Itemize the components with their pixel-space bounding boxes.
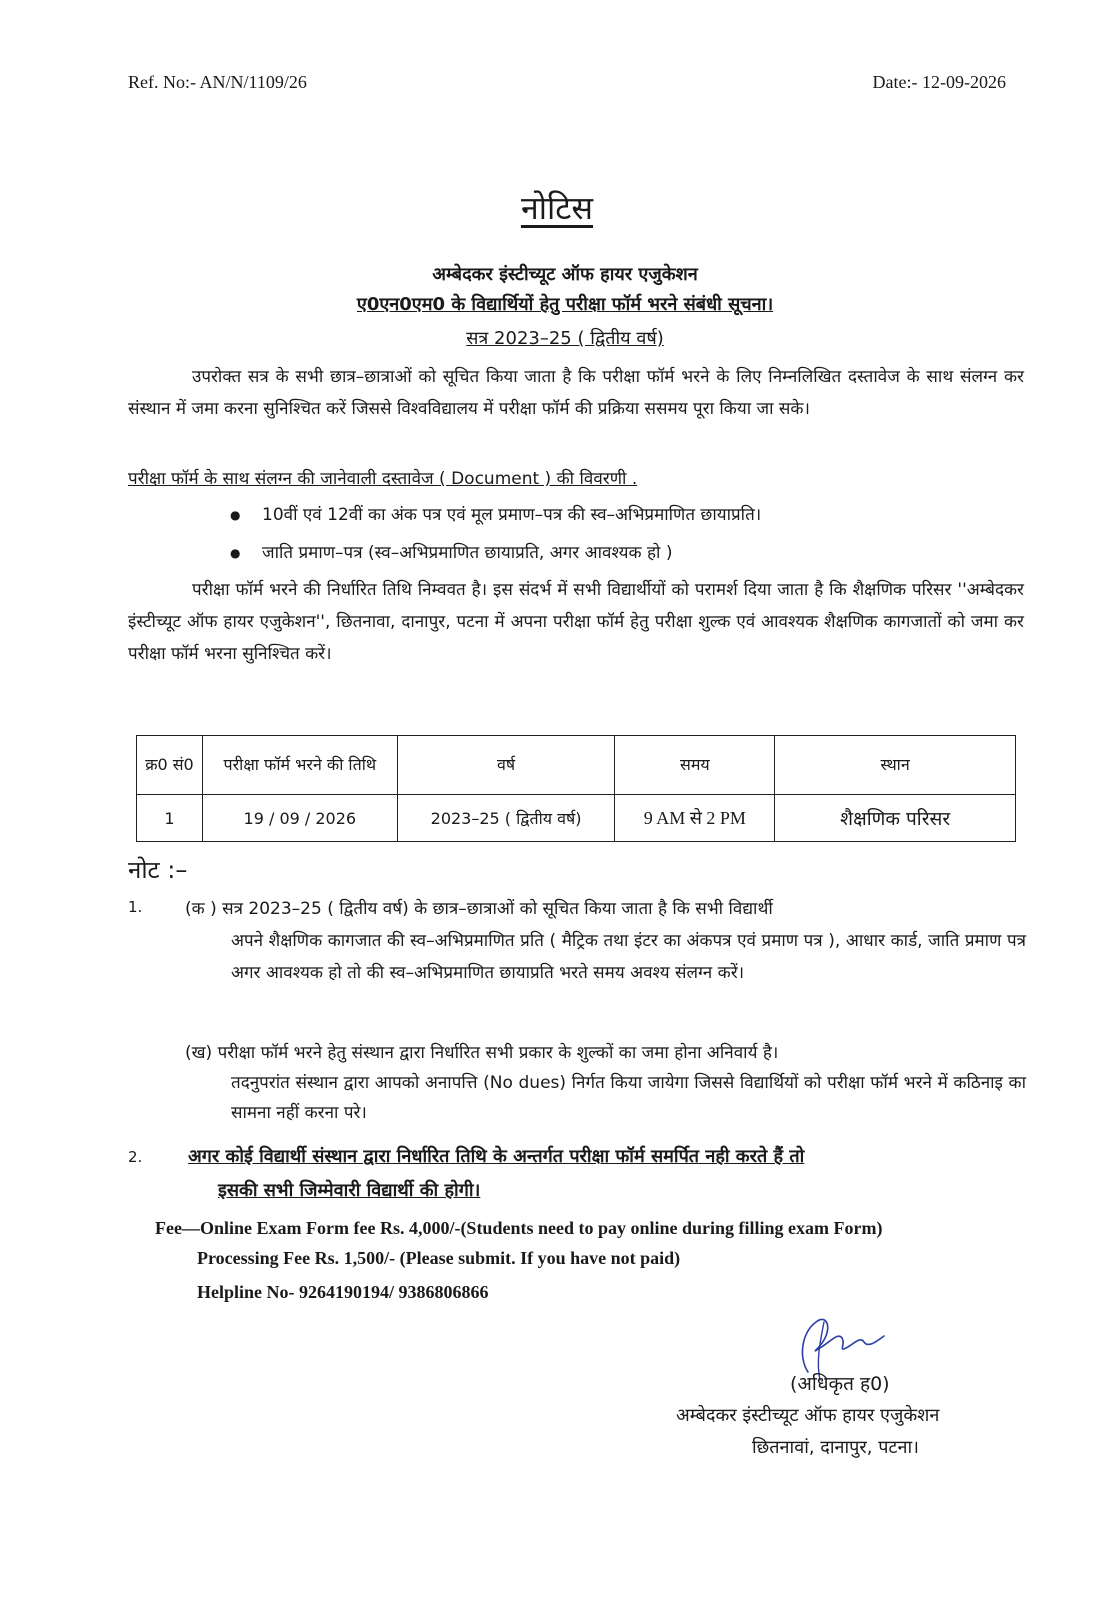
- note-2-number: 2.: [128, 1148, 143, 1166]
- header-year: वर्ष: [397, 736, 615, 795]
- signatory-address: छितनावां, दानापुर, पटना।: [752, 1437, 919, 1458]
- header-serial: क्र0 सं0: [137, 736, 203, 795]
- notice-date: Date:- 12-09-2026: [872, 72, 1006, 92]
- cell-place: शैक्षणिक परिसर: [775, 795, 1016, 842]
- list-item: ● जाति प्रमाण–पत्र (स्व–अभिप्रमाणित छायाप्रति, अगर आवश्यक हो ): [230, 536, 761, 574]
- note-1b-label: (ख): [185, 1043, 213, 1063]
- header-time: समय: [615, 736, 775, 795]
- reference-number: Ref. No:- AN/N/1109/26: [128, 72, 307, 92]
- note-1a-continuation: अपने शैक्षणिक कागजात की स्व–अभिप्रमाणित प्रति ( मैट्रिक तथा इंटर का अंकपत्र एवं प्रमाण पत्र ), आधार कार्ड, जाति प्रमाण पत्र अगर आवश्यक हो तो की स्व–अभिप्रमाणित छायाप्रति भरते समय अवश्य संलग्न करें।: [231, 931, 1026, 983]
- note-1b-continuation: तदनुपरांत संस्थान द्वारा आपको अनापत्ति (No dues) निर्गत किया जायेगा जिससे विद्यार्थियों को परीक्षा फॉर्म भरने में कठिनाइ का सामना नहीं करना परे।: [231, 1073, 1026, 1123]
- table-row: [137, 795, 1016, 842]
- online-fee-line: Fee—Online Exam Form fee Rs. 4,000/-(Students need to pay online during filling exam Form): [155, 1218, 883, 1238]
- session-text: सत्र 2023–25 ( द्वितीय वर्ष): [466, 328, 664, 349]
- instruction-paragraph: परीक्षा फॉर्म भरने की निर्धारित तिथि निम्ववत है। इस संदर्भ में सभी विद्यार्थीयों को परामर्श दिया जाता है कि शैक्षणिक परिसर ''अम्बेदकर इंस्टीच्यूट ऑफ हायर एजुकेशन'', छितनावा, दानापुर, पटना में अपना परीक्षा फॉर्म हेतु परीक्षा शुल्क एवं आवश्यक शैक्षणिक कागजातों को जमा कर परीक्षा फॉर्म भरना सुनिश्चित करें।: [128, 580, 1024, 664]
- cell-time: 9 AM से 2 PM: [615, 795, 775, 842]
- schedule-table: [136, 735, 1016, 842]
- note-1b-first-line: परीक्षा फॉर्म भरने हेतु संस्थान द्वारा निर्धारित सभी प्रकार के शुल्कों का जमा होना अनिवार्य है।: [217, 1043, 779, 1063]
- note-1b: [185, 1038, 1026, 1128]
- cell-year: 2023–25 ( द्वितीय वर्ष): [397, 795, 615, 842]
- subject-text: ए0एन0एम0 के विद्यार्थियों हेतु परीक्षा फॉर्म भरने संबंधी सूचना।: [356, 294, 774, 315]
- cell-serial: 1: [137, 795, 203, 842]
- signatory-institute: अम्बेदकर इंस्टीच्यूट ऑफ हायर एजुकेशन: [676, 1405, 940, 1426]
- cell-form-date: 19 / 09 / 2026: [202, 795, 397, 842]
- list-item: ● 10वीं एवं 12वीं का अंक पत्र एवं मूल प्रमाण–पत्र की स्व–अभिप्रमाणित छायाप्रति।: [230, 498, 761, 536]
- header-form-date: परीक्षा फॉर्म भरने की तिथि: [202, 736, 397, 795]
- header-place: स्थान: [775, 736, 1016, 795]
- helpline-line: Helpline No- 9264190194/ 9386806866: [197, 1282, 489, 1302]
- intro-paragraph: उपरोक्त सत्र के सभी छात्र–छात्राओं को सूचित किया जाता है कि परीक्षा फॉर्म भरने के लिए निम्नलिखित दस्तावेज के साथ संलग्न कर संस्थान में जमा करना सुनिश्चित करें जिससे विश्वविद्यालय में परीक्षा फॉर्म की प्रक्रिया ससमय पूरा किया जा सके।: [128, 367, 1024, 419]
- subject-heading: [0, 292, 1114, 316]
- note-2-first-line: अगर कोई विद्यार्थी संस्थान द्वारा निर्धारित तिथि के अन्तर्गत परीक्षा फॉर्म समर्पित नही करते हैं तो: [188, 1146, 805, 1167]
- signatory-title: (अधिकृत ह0): [790, 1373, 890, 1395]
- notice-title-text: नोटिस: [520, 189, 594, 227]
- table-header-row: [137, 736, 1016, 795]
- documents-list: [230, 498, 761, 574]
- processing-fee-line: Processing Fee Rs. 1,500/- (Please submit. If you have not paid): [197, 1248, 681, 1268]
- note-2-continuation: इसकी सभी जिम्मेवारी विद्यार्थी की होगी।: [218, 1180, 481, 1201]
- documents-heading: परीक्षा फॉर्म के साथ संलग्न की जानेवाली दस्तावेज ( Document ) की विवरणी .: [128, 469, 638, 489]
- session-heading: [0, 326, 1114, 350]
- note-1a-label: (क ): [185, 899, 217, 919]
- note-2: [188, 1140, 1026, 1208]
- note-1a-first-line: सत्र 2023–25 ( द्वितीय वर्ष) के छात्र–छात्राओं को सूचित किया जाता है कि सभी विद्यार्थी: [222, 899, 773, 919]
- note-1a: [185, 893, 1026, 989]
- institute-heading: अम्बेदकर इंस्टीच्यूट ऑफ हायर एजुकेशन: [432, 264, 698, 285]
- note-heading: नोट :–: [128, 856, 188, 884]
- note-1-number: 1.: [128, 898, 143, 916]
- notice-title: [0, 186, 1114, 229]
